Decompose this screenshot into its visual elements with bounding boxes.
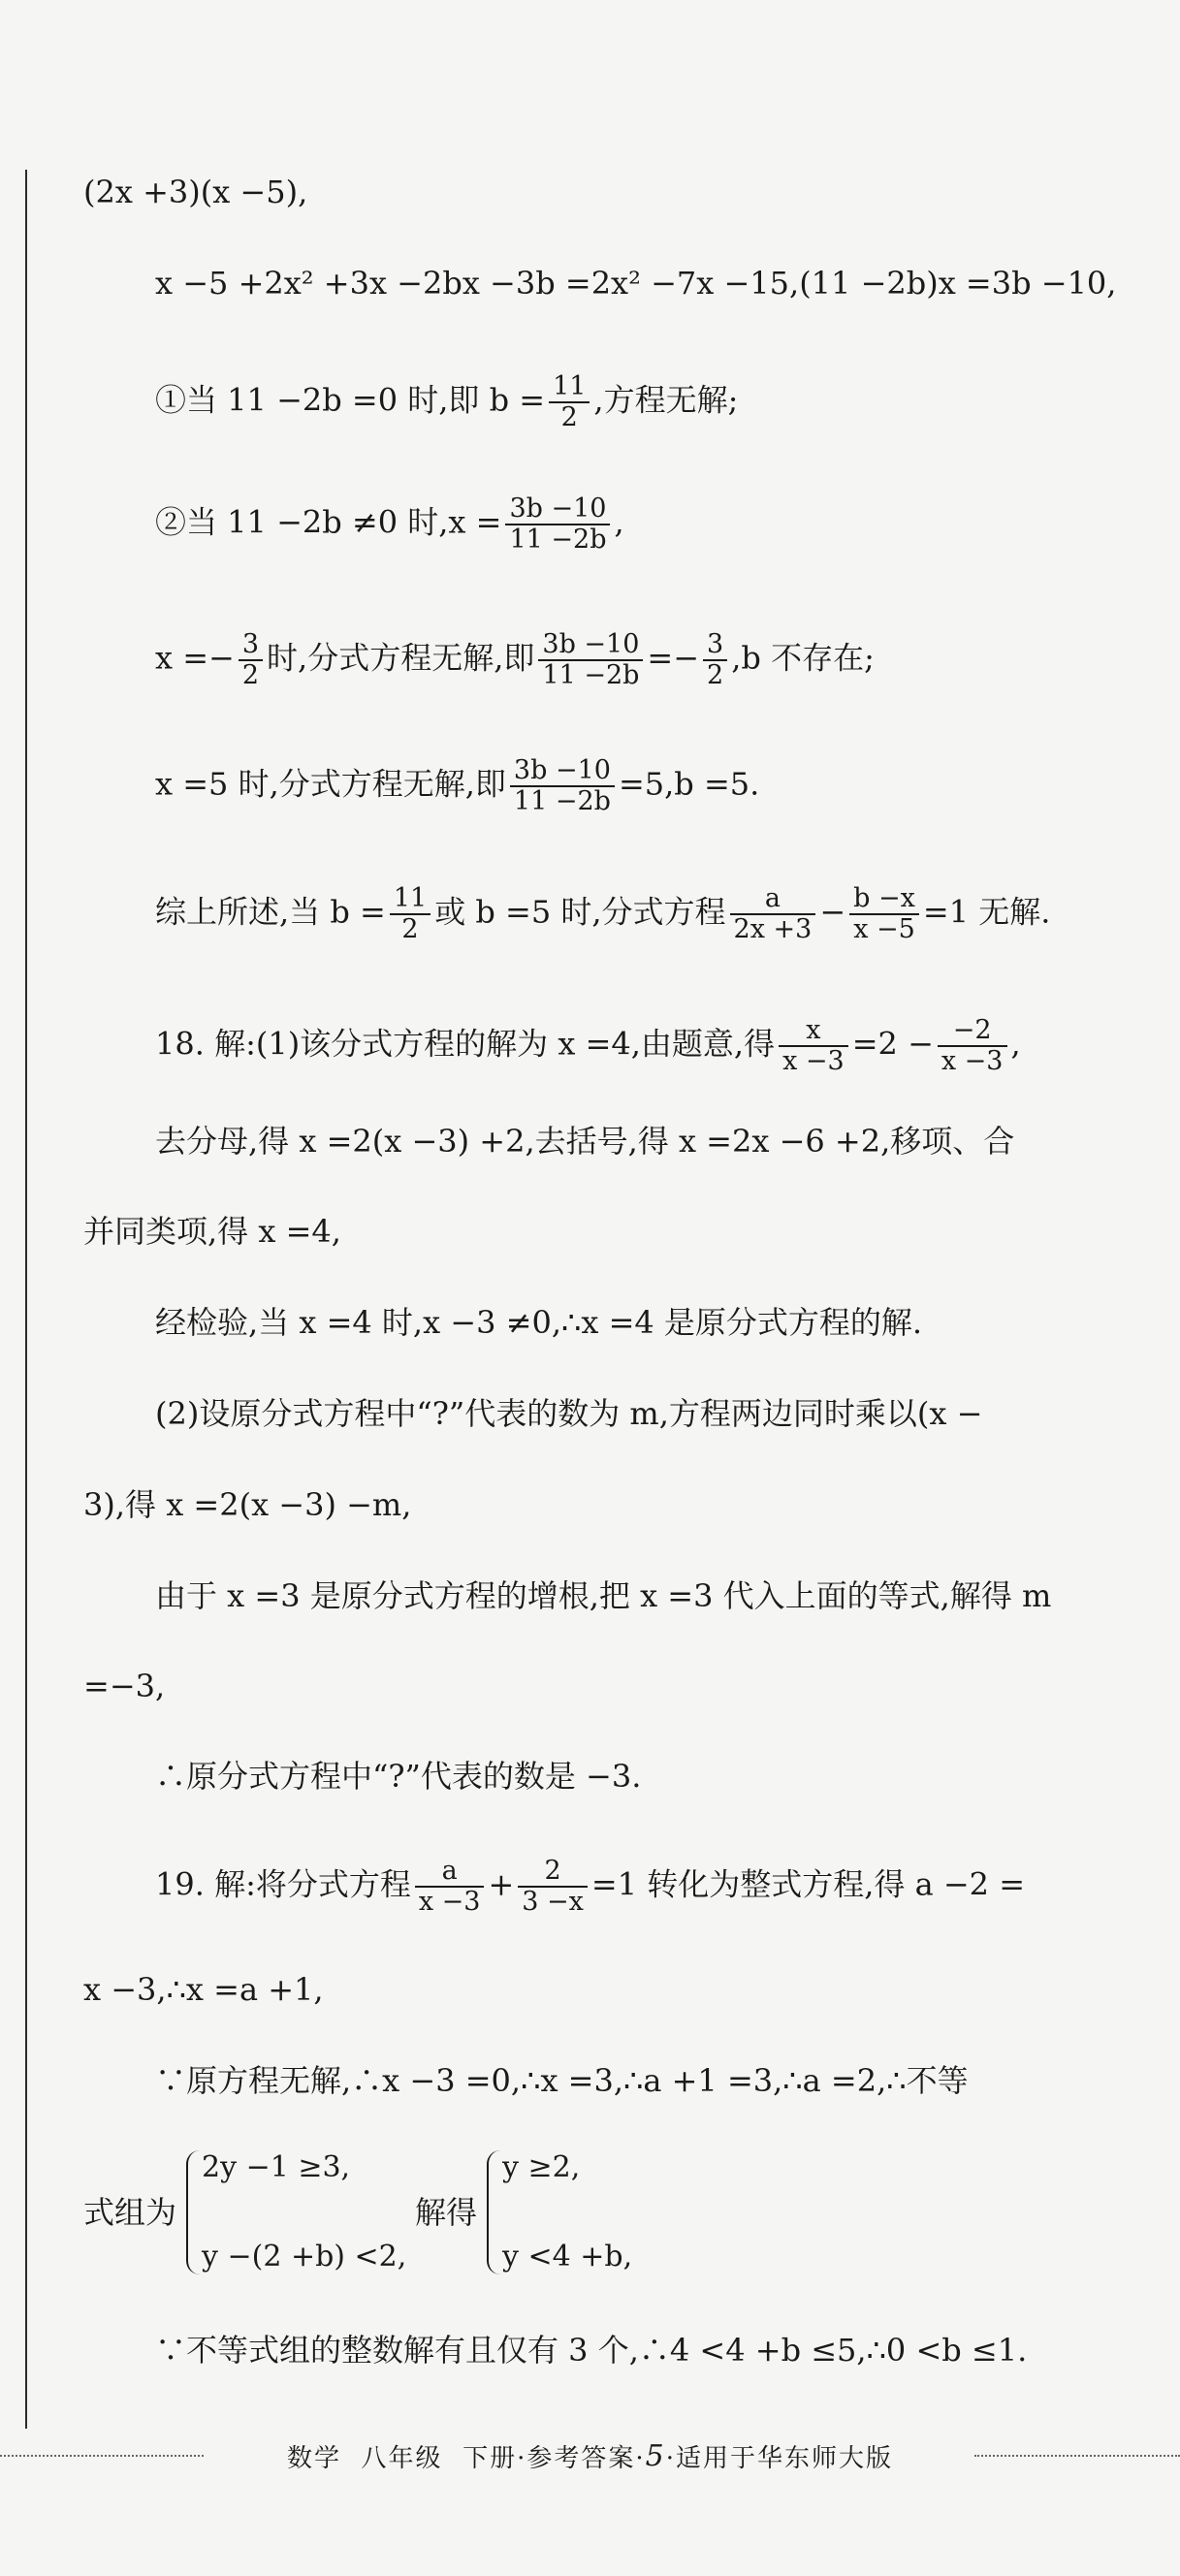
denominator: 3 −x: [522, 1887, 584, 1917]
denominator: x −3: [418, 1887, 481, 1917]
fraction: [730, 884, 816, 944]
numerator: 11: [390, 884, 431, 915]
fraction: [415, 1857, 485, 1917]
numerator: 3b −10: [505, 494, 610, 525]
text-segment: 综上所述,当 b =: [155, 893, 386, 931]
page-number: 5: [645, 2438, 666, 2473]
numerator: b −x: [849, 884, 919, 915]
fraction: [779, 1016, 848, 1076]
numerator: 3: [703, 630, 727, 661]
text-line: ∵不等式组的整数解有且仅有 3 个,∴4 <4 +b ≤5,∴0 <b ≤1.: [155, 2332, 1028, 2369]
numerator: 3b −10: [538, 630, 643, 661]
text-line: [155, 372, 738, 432]
text-line: [155, 756, 759, 816]
fraction: [518, 1857, 588, 1917]
text-segment: =2 −: [851, 1025, 934, 1063]
text-line: x −5 +2x² +3x −2bx −3b =2x² −7x −15,(11 −2b)x =3b −10,: [155, 265, 1117, 302]
numerator: a: [415, 1857, 485, 1888]
footer-subject: 数学: [287, 2443, 342, 2473]
text-segment: 或 b =5 时,分式方程: [434, 893, 726, 931]
text-segment: −: [819, 893, 846, 931]
fraction: [390, 884, 431, 944]
text-segment: ,b 不存在;: [731, 639, 875, 677]
text-segment: ,: [614, 503, 624, 541]
text-line: 经检验,当 x =4 时,x −3 ≠0,∴x =4 是原分式方程的解.: [155, 1304, 923, 1341]
text-line: x −3,∴x =a +1,: [83, 1971, 324, 2008]
numerator: 3: [239, 630, 263, 661]
text-segment: =5,b =5.: [618, 765, 760, 803]
denominator: 2x +3: [733, 914, 813, 944]
denominator: x −3: [941, 1046, 1004, 1076]
text-line: =−3,: [83, 1668, 166, 1704]
text-segment: ,方程无解;: [593, 381, 739, 419]
numerator: a: [730, 884, 816, 915]
page-footer: [0, 2436, 1180, 2475]
text-line: [155, 1857, 1025, 1917]
text-segment: 时,分式方程无解,即: [267, 639, 535, 677]
text-line: [155, 1016, 1021, 1076]
text-line: ∵原方程无解,∴x −3 =0,∴x =3,∴a +1 =3,∴a =2,∴不等: [155, 2062, 969, 2099]
text-segment: 18. 解:(1)该分式方程的解为 x =4,由题意,得: [155, 1025, 776, 1063]
text-line: 并同类项,得 x =4,: [83, 1213, 341, 1250]
denominator: 2: [401, 914, 419, 944]
inequality-line: 2y −1 ≥3,: [202, 2150, 351, 2184]
numerator: x: [779, 1016, 848, 1047]
text-segment: ①当 11 −2b =0 时,即 b =: [155, 381, 546, 419]
text-segment: 19. 解:将分式方程: [155, 1865, 411, 1903]
fraction: [239, 630, 263, 690]
footer-grade: 八年级: [361, 2443, 443, 2473]
text-line: (2x +3)(x −5),: [83, 174, 308, 210]
fraction: [505, 494, 610, 555]
text-segment: =1 无解.: [922, 893, 1051, 931]
text-segment: ,: [1010, 1025, 1021, 1063]
inequality-line: y −(2 +b) <2,: [202, 2240, 407, 2274]
text-line: 式组为: [83, 2194, 177, 2231]
text-segment: =−: [647, 639, 700, 677]
text-line: 3),得 x =2(x −3) −m,: [83, 1486, 412, 1523]
fraction: [549, 372, 590, 432]
numerator: 3b −10: [510, 756, 615, 787]
denominator: 2: [560, 402, 578, 432]
denominator: 11 −2b: [509, 525, 607, 555]
system-brace: [186, 2150, 202, 2274]
text-segment: =1 转化为整式方程,得 a −2 =: [590, 1865, 1026, 1903]
inequality-line: y ≥2,: [502, 2150, 581, 2184]
text-line: 去分母,得 x =2(x −3) +2,去括号,得 x =2x −6 +2,移项、合: [155, 1123, 1015, 1160]
numerator: 2: [518, 1857, 588, 1888]
text-line: [155, 884, 1050, 944]
denominator: 2: [241, 660, 260, 690]
denominator: x −3: [782, 1046, 845, 1076]
text-line: (2)设原分式方程中“?”代表的数为 m,方程两边同时乘以(x −: [155, 1395, 983, 1432]
text-line: 由于 x =3 是原分式方程的增根,把 x =3 代入上面的等式,解得 m: [155, 1577, 1052, 1614]
denominator: 2: [707, 660, 724, 690]
text-segment: ②当 11 −2b ≠0 时,x =: [155, 503, 502, 541]
footer-edition: ·适用于华东师大版: [665, 2443, 893, 2473]
text-line: ∴原分式方程中“?”代表的数是 −3.: [155, 1758, 642, 1795]
fraction: [703, 630, 727, 690]
text-line: [155, 630, 875, 690]
denominator: x −5: [853, 914, 915, 944]
text-line: 解得: [415, 2194, 478, 2231]
system-brace: [487, 2150, 502, 2274]
text-segment: +: [488, 1865, 515, 1903]
text-segment: x =−: [155, 639, 235, 677]
numerator: −2: [938, 1016, 1007, 1047]
fraction: [849, 884, 919, 944]
denominator: 11 −2b: [542, 660, 640, 690]
fraction: [510, 756, 615, 816]
fraction: [938, 1016, 1007, 1076]
inequality-line: y <4 +b,: [502, 2240, 633, 2274]
denominator: 11 −2b: [513, 786, 611, 816]
text-line: [155, 494, 624, 555]
text-segment: x =5 时,分式方程无解,即: [155, 765, 506, 803]
numerator: 11: [549, 372, 590, 403]
fraction: [538, 630, 643, 690]
footer-book: 下册·参考答案·: [462, 2443, 646, 2473]
margin-rule: [25, 170, 27, 2429]
